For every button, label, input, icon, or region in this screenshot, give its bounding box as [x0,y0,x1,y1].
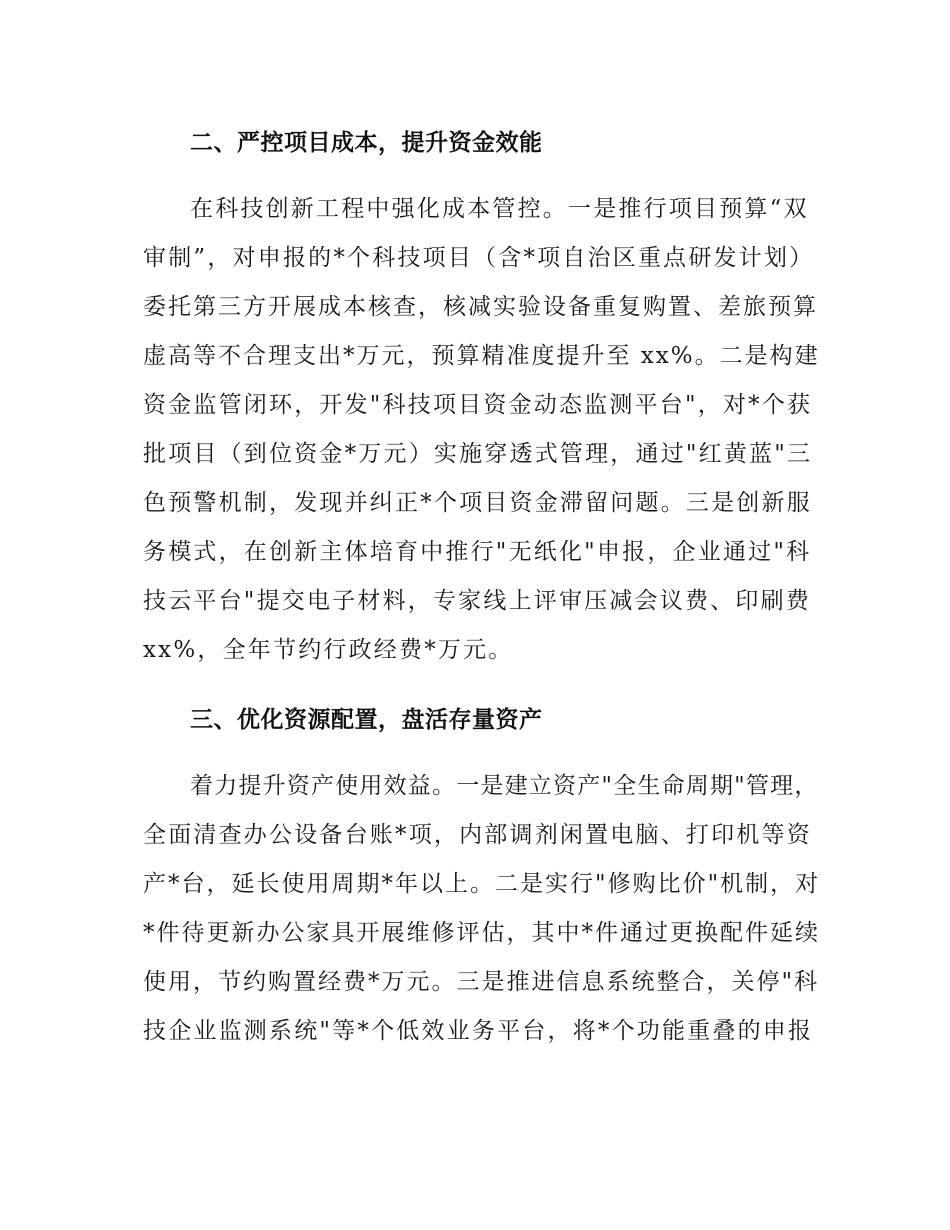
paragraph-line: 技企业监测系统"等*个低效业务平台，将*个功能重叠的申报 [143,1018,814,1044]
paragraph-line: 产*台，延长使用周期*年以上。二是实行"修购比价"机制，对 [143,871,821,897]
paragraph-line: 技云平台"提交电子材料，专家线上评审压减会议费、印刷费 [143,588,811,614]
paragraph-line: 虚高等不合理支出*万元，预算精准度提升至 xx%。二是构建 [143,343,820,369]
paragraph-line: 全面清查办公设备台账*项，内部调剂闲置电脑、打印机等资 [143,822,812,848]
paragraph-line: 资金监管闭环，开发"科技项目资金动态监测平台"，对*个获 [143,392,813,418]
paragraph-line: 委托第三方开展成本核查，核减实验设备重复购置、差旅预算 [143,294,818,320]
paragraph-line: xx%，全年节约行政经费*万元。 [143,637,514,663]
paragraph-line: 使用，节约购置经费*万元。三是推进信息系统整合，关停"科 [143,969,820,995]
paragraph-line: *件待更新办公家具开展维修评估，其中*件通过更换配件延续 [143,920,820,946]
paragraph-line: 在科技创新工程中强化成本管控。一是推行项目预算“双 [190,196,809,222]
section-heading-cost-control: 二、严控项目成本，提升资金效能 [190,130,543,156]
paragraph-line: 色预警机制，发现并纠正*个项目资金滞留问题。三是创新服 [143,490,812,516]
paragraph-line: 务模式，在创新主体培育中推行"无纸化"申报，企业通过"科 [143,539,812,565]
section-heading-resource-allocation: 三、优化资源配置，盘活存量资产 [190,707,543,733]
paragraph-line: 审制”，对申报的*个科技项目（含*项自治区重点研发计划） [143,245,815,271]
paragraph-line: 批项目（到位资金*万元）实施穿透式管理，通过"红黄蓝"三 [143,441,813,467]
paragraph-line: 着力提升资产使用效益。一是建立资产"全生命周期"管理， [190,773,819,799]
